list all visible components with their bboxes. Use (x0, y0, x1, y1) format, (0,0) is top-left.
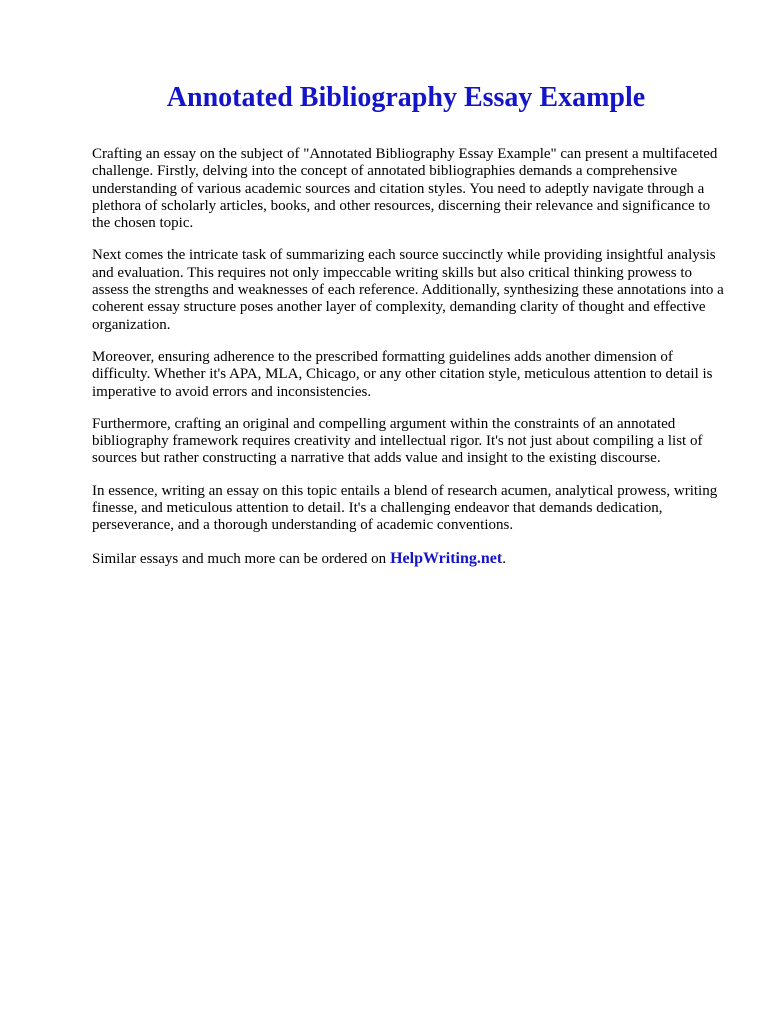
paragraph-5: In essence, writing an essay on this topic entails a blend of research acumen, analytical prowess, writing finesse, and meticulous attention to detail. It's a challenging endeavor that demands dedication, perseverance, and a thorough understanding of academic conventions. (92, 482, 718, 534)
helpwriting-link[interactable]: HelpWriting.net (390, 549, 503, 567)
paragraph-3: Moreover, ensuring adherence to the prescribed formatting guidelines adds another dimension of difficulty. Whether it's APA, MLA, Chicago, or any other citation style, meticulous attention to detail is imperative to avoid errors and inconsistencies. (92, 348, 713, 400)
paragraph-1: Crafting an essay on the subject of "Annotated Bibliography Essay Example" can present a multifaceted challenge. Firstly, delving into the concept of annotated bibliographies demands a comprehensive understanding of various academic sources and citation styles. You need to adeptly navigate through a plethora of scholarly articles, books, and other resources, discerning their relevance and significance to the chosen topic. (92, 146, 718, 232)
document-body (92, 146, 732, 568)
order-note-text: Similar essays and much more can be ordered on (92, 550, 387, 567)
order-note (92, 550, 732, 568)
page-title: Annotated Bibliography Essay Example (166, 82, 646, 113)
order-note-period: . (502, 550, 506, 567)
paragraph-2: Next comes the intricate task of summarizing each source succinctly while providing insightful analysis and evaluation. This requires not only impeccable writing skills but also critical thinking prowess to assess the strengths and weaknesses of each reference. Additionally, synthesizing these annotations into a coherent essay structure poses another layer of complexity, demanding clarity of thought and effective organization. (92, 247, 724, 333)
paragraph-4: Furthermore, crafting an original and compelling argument within the constraints of an annotated bibliography framework requires creativity and intellectual rigor. It's not just about compiling a list of sources but rather constructing a narrative that adds value and insight to the existing discourse. (92, 415, 703, 467)
